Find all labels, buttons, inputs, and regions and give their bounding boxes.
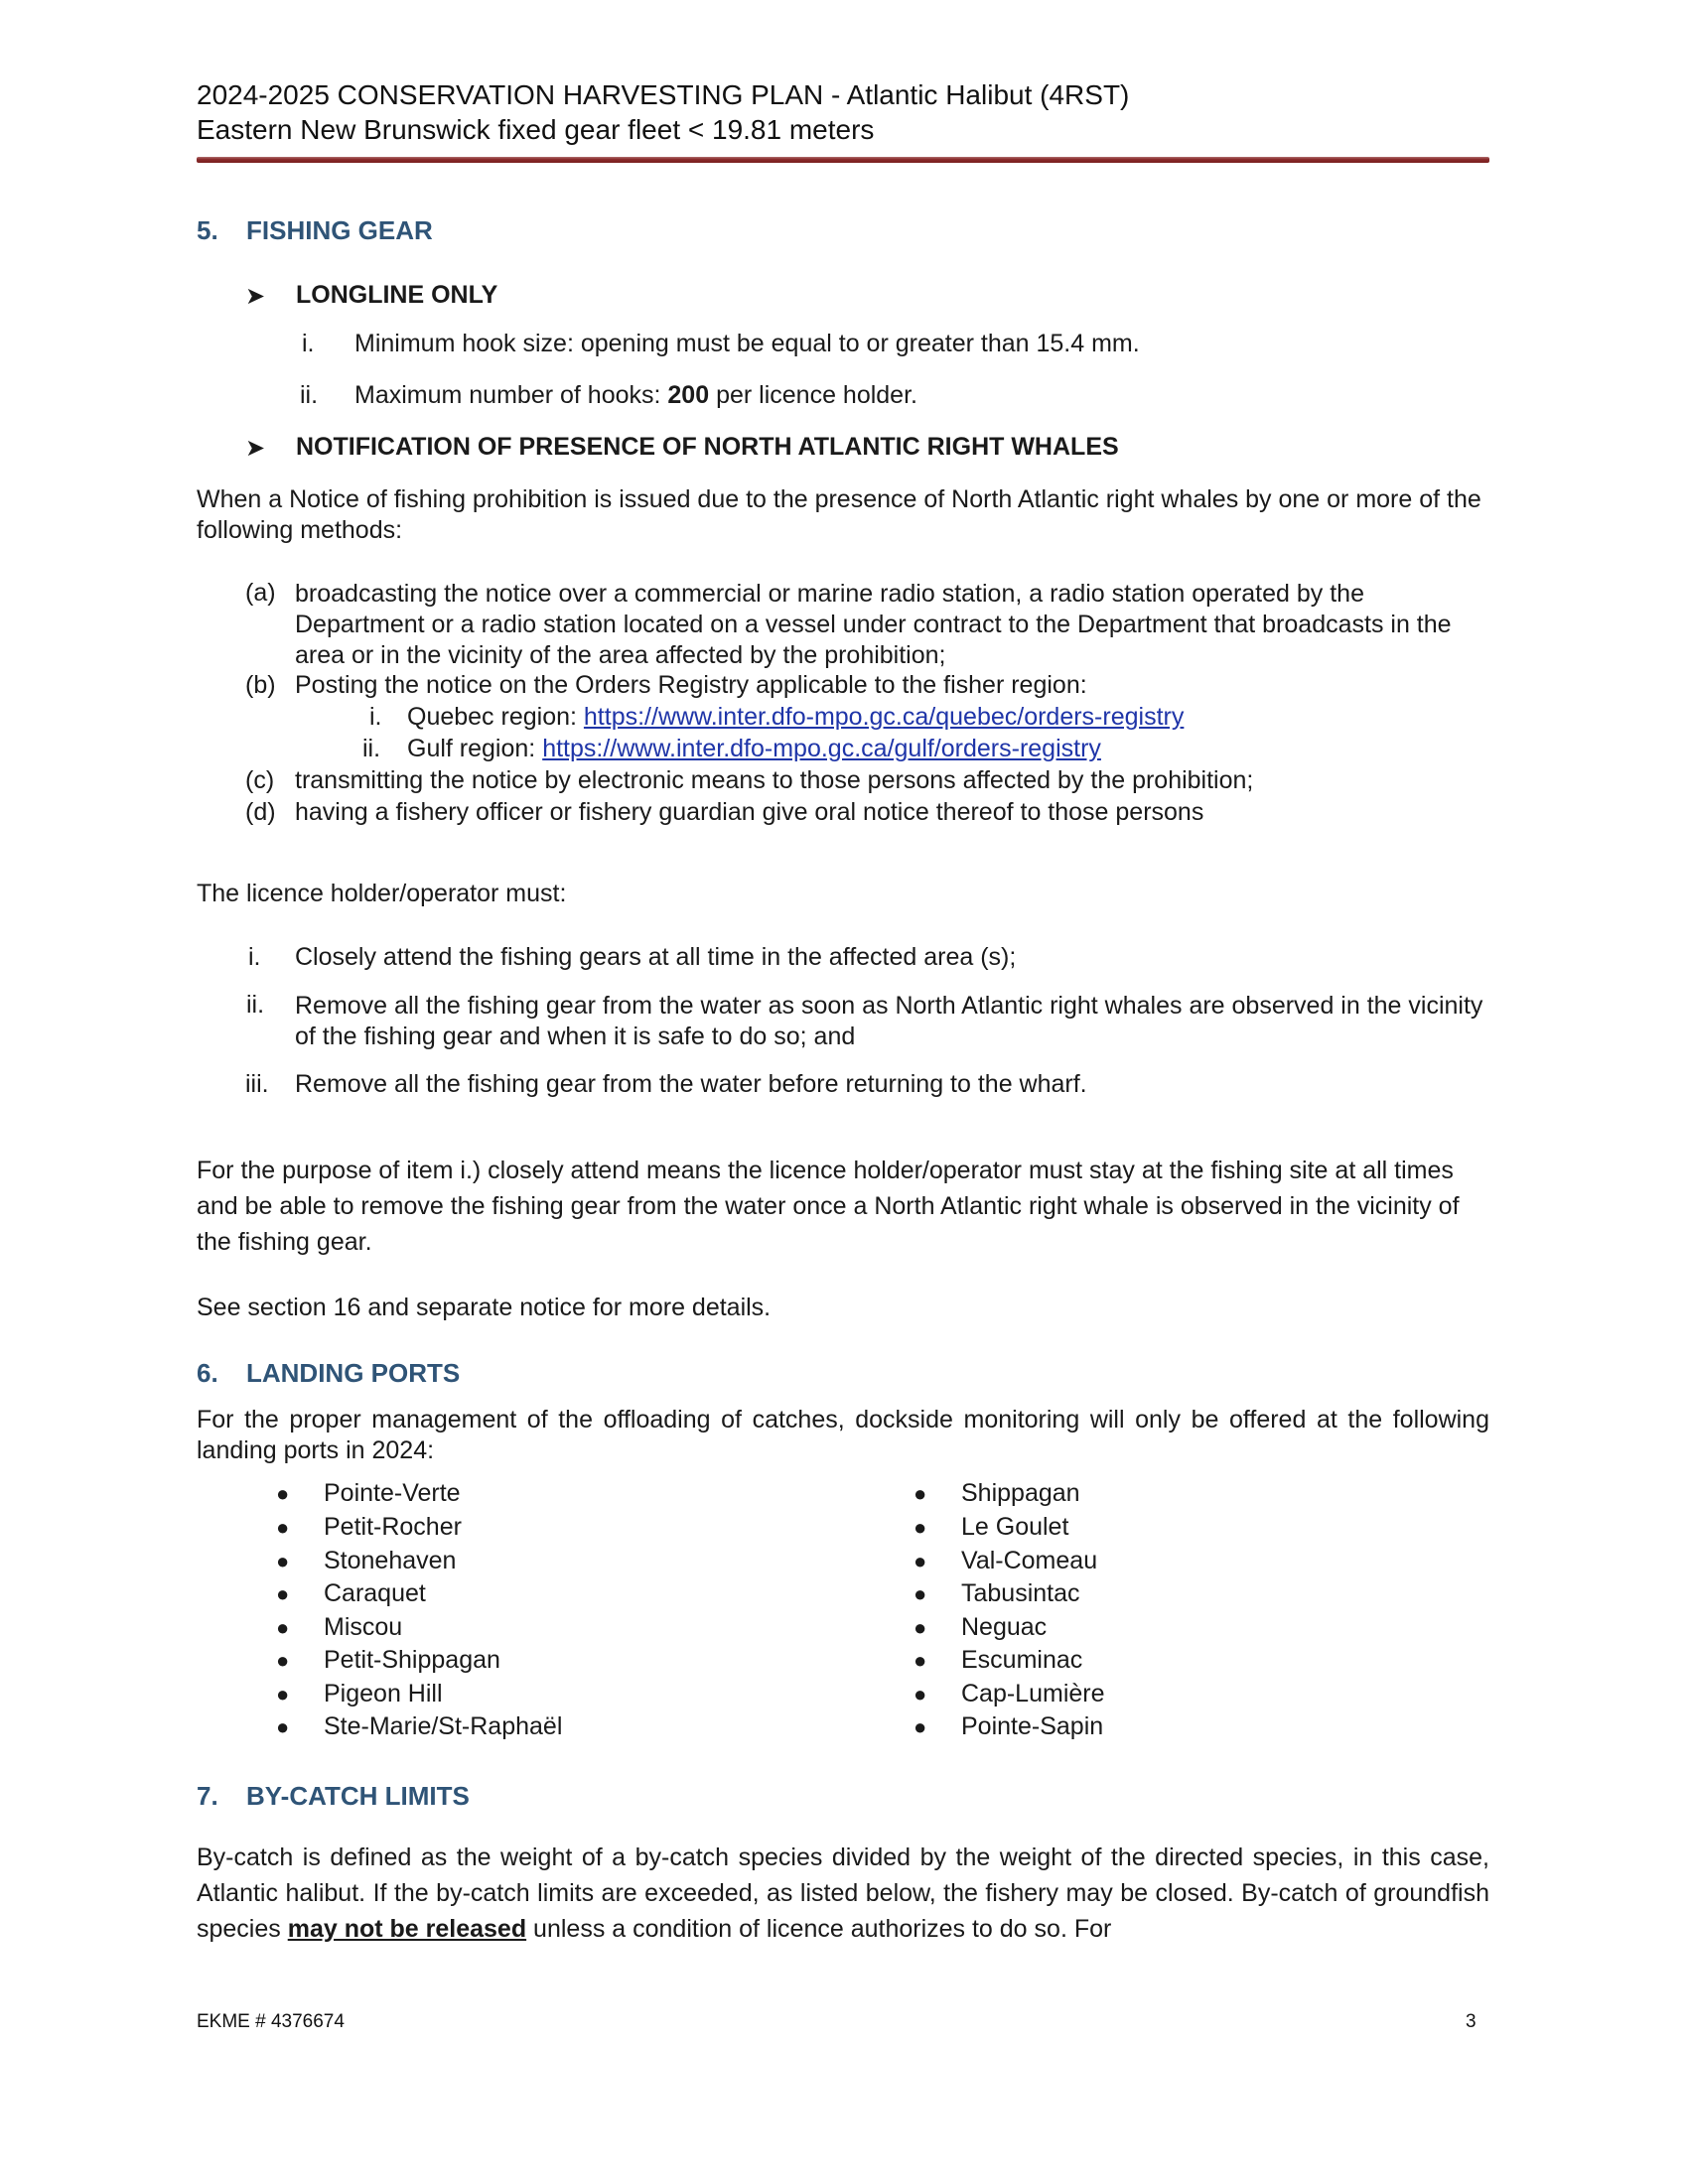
gulf-registry: Gulf region: https://www.inter.dfo-mpo.gc.ca/gulf/orders-registry (407, 735, 1101, 762)
list-item: ● Pigeon Hill (276, 1680, 443, 1707)
see-section-note: See section 16 and separate notice for more details. (197, 1294, 772, 1321)
list-marker: ii. (362, 735, 381, 762)
must-remove-observed: Remove all the fishing gear from the water as soon as North Atlantic right whales are observed in the vicinity of the fishing gear and when it is safe to do so; and (295, 992, 1483, 1050)
header-divider (197, 157, 1489, 163)
bycatch-paragraph: By-catch is defined as the weight of a by-catch species divided by the weight of the directed species, in this case, Atlantic halibut. If the by-catch limits are exceeded, as listed below, the fishery may be closed. By-catch of groundfish species may not be released unless a condition of licence authorizes to do so. For (197, 1843, 1489, 1943)
must-remove-wharf: Remove all the fishing gear from the water before returning to the wharf. (295, 1070, 1087, 1098)
landing-ports-intro: For the proper management of the offloading of catches, dockside monitoring will only be offered at the following landing ports in 2024: (197, 1406, 1489, 1464)
method-oral: having a fishery officer or fishery guardian give oral notice thereof to those persons (295, 798, 1204, 826)
section-title: LANDING PORTS (246, 1358, 461, 1388)
list-item: ● Escuminac (914, 1646, 1083, 1674)
arrow-bullet-icon: ➤ (245, 283, 266, 310)
bullet-icon: ● (276, 1481, 290, 1506)
list-marker: (b) (245, 671, 276, 699)
list-marker: ii. (300, 381, 319, 409)
list-item: ● Ste-Marie/St-Raphaël (276, 1712, 563, 1740)
bullet-icon: ● (914, 1615, 927, 1640)
bullet-icon: ● (276, 1648, 290, 1673)
list-item: ● Petit-Rocher (276, 1513, 462, 1541)
section-title: BY-CATCH LIMITS (246, 1781, 470, 1811)
bullet-icon: ● (914, 1549, 927, 1573)
section-number: 5. (197, 215, 218, 245)
section-number: 7. (197, 1781, 218, 1811)
page-number: 3 (1466, 2011, 1477, 2032)
must-attend: Closely attend the fishing gears at all time in the affected area (s); (295, 943, 1017, 971)
whales-intro: When a Notice of fishing prohibition is issued due to the presence of North Atlantic right whales by one or more of the following methods: (197, 485, 1481, 544)
quebec-registry-link[interactable]: https://www.inter.dfo-mpo.gc.ca/quebec/orders-registry (583, 703, 1185, 731)
bullet-icon: ● (276, 1615, 290, 1640)
list-item: ● Miscou (276, 1613, 403, 1641)
list-marker: (c) (245, 766, 275, 794)
whales-heading: NOTIFICATION OF PRESENCE OF NORTH ATLANTIC RIGHT WHALES (296, 433, 1119, 461)
list-marker: i. (302, 330, 315, 357)
longline-heading: LONGLINE ONLY (296, 281, 498, 309)
list-item: ● Neguac (914, 1613, 1048, 1641)
bullet-icon: ● (276, 1682, 290, 1706)
list-marker: i. (369, 703, 382, 731)
list-item: ● Petit-Shippagan (276, 1646, 500, 1674)
bullet-icon: ● (276, 1549, 290, 1573)
section-number: 6. (197, 1358, 218, 1388)
purpose-paragraph: For the purpose of item i.) closely attend means the licence holder/operator must stay at the fishing site at all times and be able to remove the fishing gear from the water once a North Atlantic right whale is observed in the vicinity of the fishing gear. (197, 1157, 1460, 1256)
bullet-icon: ● (914, 1481, 927, 1506)
list-marker: iii. (245, 1070, 269, 1098)
list-item: ● Val-Comeau (914, 1547, 1098, 1574)
bullet-icon: ● (914, 1581, 927, 1606)
hook-count-value: 200 (667, 381, 710, 409)
bullet-icon: ● (914, 1714, 927, 1739)
hook-size-text: Minimum hook size: opening must be equal to or greater than 15.4 mm. (354, 330, 1140, 357)
section-6-heading (197, 1358, 460, 1389)
bullet-icon: ● (914, 1515, 927, 1540)
list-marker: ii. (246, 991, 265, 1019)
header-subtitle: Eastern New Brunswick fixed gear fleet < 19.81 meters (197, 114, 875, 145)
section-5-heading (197, 215, 433, 246)
list-item: ● Le Goulet (914, 1513, 1069, 1541)
list-marker: (a) (245, 579, 276, 607)
must-intro: The licence holder/operator must: (197, 880, 567, 907)
section-title: FISHING GEAR (246, 215, 433, 245)
list-item: ● Cap-Lumière (914, 1680, 1105, 1707)
list-item: ● Shippagan (914, 1479, 1080, 1507)
footer-ekme: EKME # 4376674 (197, 2011, 345, 2032)
hook-count-text: Maximum number of hooks: 200 per licence holder. (354, 381, 917, 409)
bullet-icon: ● (914, 1682, 927, 1706)
arrow-bullet-icon: ➤ (245, 435, 266, 462)
list-item: ● Caraquet (276, 1579, 426, 1607)
quebec-registry: Quebec region: https://www.inter.dfo-mpo.gc.ca/quebec/orders-registry (407, 703, 1185, 731)
bullet-icon: ● (276, 1515, 290, 1540)
gulf-registry-link[interactable]: https://www.inter.dfo-mpo.gc.ca/gulf/orders-registry (542, 735, 1101, 762)
bullet-icon: ● (276, 1714, 290, 1739)
bullet-icon: ● (276, 1581, 290, 1606)
list-item: ● Pointe-Sapin (914, 1712, 1104, 1740)
bullet-icon: ● (914, 1648, 927, 1673)
list-item: ● Stonehaven (276, 1547, 457, 1574)
list-item: ● Tabusintac (914, 1579, 1080, 1607)
list-marker: (d) (245, 798, 276, 826)
method-broadcast: broadcasting the notice over a commercial or marine radio station, a radio station operated by the Department or a radio station located on a vessel under contract to the Department that broadcasts in the area or in the vicinity of the area affected by the prohibition; (295, 580, 1452, 669)
list-item: ● Pointe-Verte (276, 1479, 461, 1507)
header-title: 2024-2025 CONSERVATION HARVESTING PLAN - Atlantic Halibut (4RST) (197, 79, 1130, 110)
method-posting: Posting the notice on the Orders Registry applicable to the fisher region: (295, 671, 1087, 699)
method-electronic: transmitting the notice by electronic means to those persons affected by the prohibition; (295, 766, 1254, 794)
bycatch-emphasis: may not be released (287, 1915, 527, 1943)
list-marker: i. (248, 943, 261, 971)
section-7-heading (197, 1781, 470, 1812)
